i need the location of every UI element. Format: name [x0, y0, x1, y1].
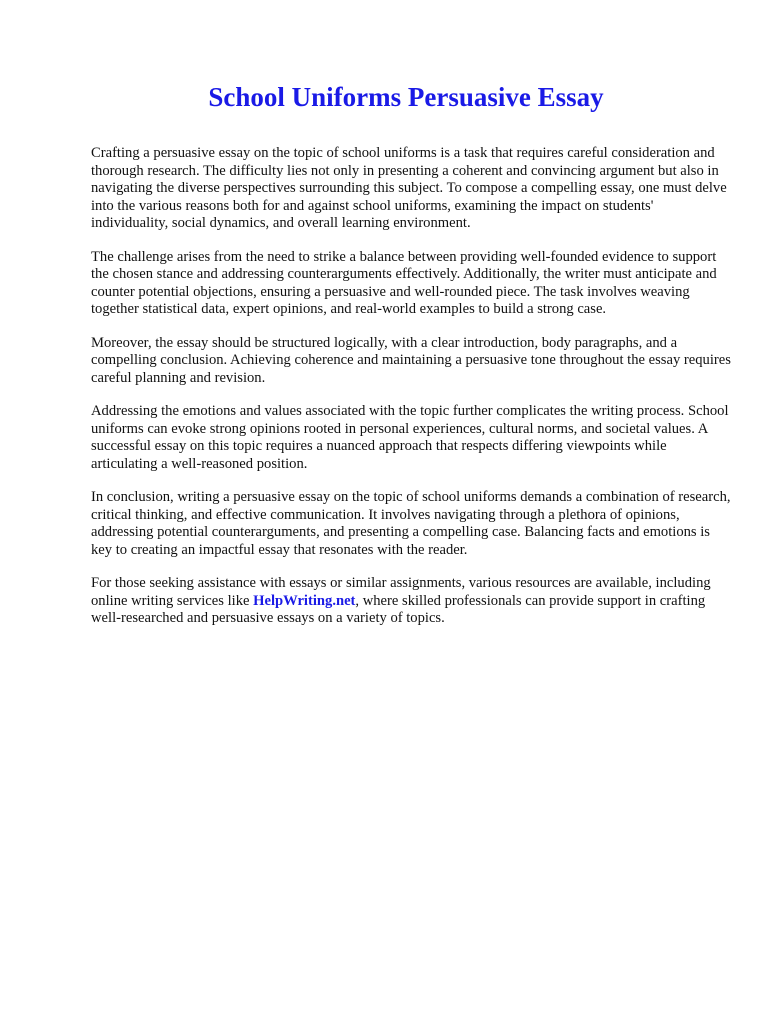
helpwriting-link[interactable]: HelpWriting.net — [253, 592, 356, 609]
paragraph-6-after-link: , where skilled professionals can provide support in crafting well-researched and persuasive essays on a variety of topics. — [91, 592, 706, 626]
paragraph-6 — [91, 575, 731, 628]
paragraph-3: Moreover, the essay should be structured logically, with a clear introduction, body paragraphs, and a compelling conclusion. Achieving coherence and maintaining a persuasive tone throughout the essay requires careful planning and revision. — [91, 334, 731, 386]
paragraph-5: In conclusion, writing a persuasive essay on the topic of school uniforms demands a combination of research, critical thinking, and effective communication. It involves navigating through a plethora of opinions, addressing potential counterarguments, and presenting a compelling case. Balancing facts and emotions is key to creating an impactful essay that resonates with the reader. — [91, 489, 731, 558]
paragraph-6-before-link: For those seeking assistance with essays or similar assignments, various resources are available, including online writing services like — [91, 575, 711, 609]
paragraph-2: The challenge arises from the need to strike a balance between providing well-founded evidence to support the chosen stance and addressing counterarguments effectively. Additionally, the writer must anticipate and counter potential objections, ensuring a persuasive and well-rounded piece. The task involves weaving together statistical data, expert opinions, and real-world examples to build a strong case. — [91, 248, 717, 317]
paragraph-4: Addressing the emotions and values associated with the topic further complicates the writing process. School uniforms can evoke strong opinions rooted in personal experiences, cultural norms, and societal values. A successful essay on this topic requires a nuanced approach that respects differing viewpoints while articulating a well-reasoned position. — [91, 403, 729, 472]
document-title: School Uniforms Persuasive Essay — [208, 82, 604, 112]
document-body — [91, 145, 731, 644]
paragraph-1: Crafting a persuasive essay on the topic of school uniforms is a task that requires careful consideration and thorough research. The difficulty lies not only in presenting a coherent and convincing argument but also in navigating the diverse perspectives surrounding this subject. To compose a compelling essay, one must delve into the various reasons both for and against school uniforms, examining the impact on students' individuality, social dynamics, and overall learning environment. — [91, 145, 727, 231]
